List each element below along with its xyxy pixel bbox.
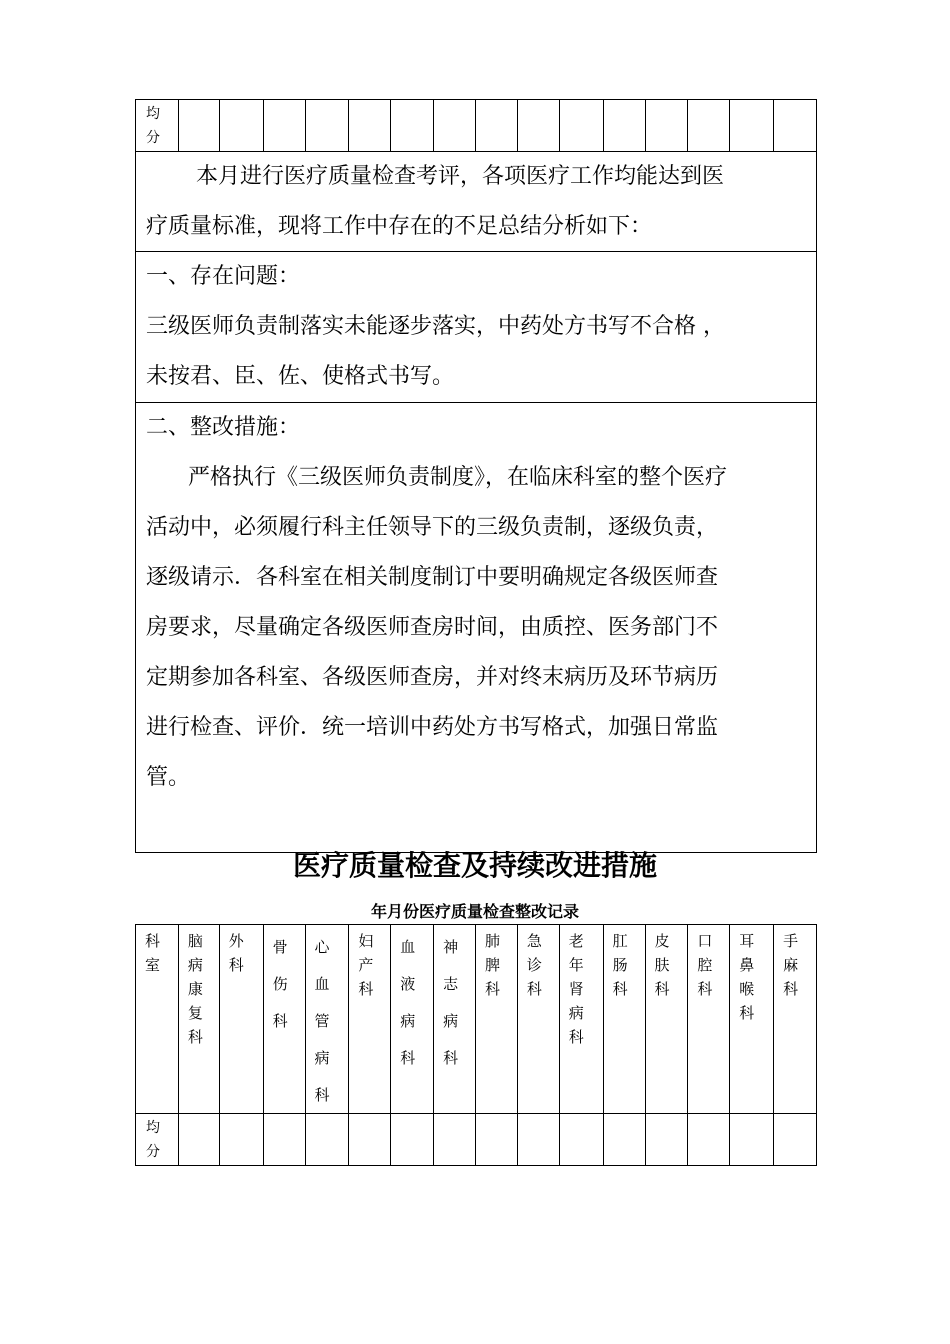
score-cell [434, 1114, 476, 1165]
department-header-cell [220, 925, 264, 1113]
department-header-cell [560, 925, 604, 1113]
department-header-cell [434, 925, 476, 1113]
department-label-cell [136, 925, 179, 1113]
department-name: 急诊科 [526, 932, 542, 998]
measures-line: 定期参加各科室、各级医师查房，并对终末病历及环节病历 [146, 665, 719, 690]
department-header-cell [349, 925, 391, 1113]
score-cell [179, 100, 220, 151]
department-header-cell [774, 925, 816, 1113]
department-header-cell [476, 925, 518, 1113]
department-header-cell [604, 925, 646, 1113]
score-cell [391, 100, 434, 151]
department-name: 肛肠科 [612, 932, 628, 998]
page-title: 医疗质量检查及持续改进措施 [292, 849, 657, 882]
department-name: 外科 [228, 932, 244, 974]
department-name: 骨伤科 [272, 938, 288, 1030]
measures-line: 进行检查、评价．统一培训中药处方书写格式，加强日常监 [146, 715, 719, 740]
department-header-cell [306, 925, 350, 1113]
department-header-cell [730, 925, 774, 1113]
department-name: 肺脾科 [485, 932, 501, 998]
problems-line: 未按君、臣、佐、使格式书写。 [146, 364, 455, 389]
department-header-cell [518, 925, 560, 1113]
department-name: 耳鼻喉科 [739, 932, 755, 1022]
measures-line: 活动中，必须履行科主任领导下的三级负责制，逐级负责， [146, 515, 719, 540]
problems-section [136, 252, 816, 403]
score-cell [476, 100, 518, 151]
score-cell [220, 1114, 264, 1165]
score-cell [604, 100, 646, 151]
score-cell [349, 1114, 391, 1165]
score-cell [518, 100, 560, 151]
avg-label-char: 均 [146, 106, 160, 122]
avg-label-char: 分 [146, 1144, 160, 1160]
department-name: 口腔科 [697, 932, 713, 998]
department-header-cell [646, 925, 689, 1113]
department-name: 老年肾病科 [568, 932, 584, 1046]
measures-line: 逐级请示．各科室在相关制度制订中要明确规定各级医师查 [146, 565, 719, 590]
intro-line: 疗质量标准，现将工作中存在的不足总结分析如下： [146, 214, 653, 239]
department-name: 血液病科 [400, 938, 416, 1067]
score-cell [220, 100, 264, 151]
table-subtitle: 年月份医疗质量检查整改记录 [370, 902, 579, 921]
score-cell [604, 1114, 646, 1165]
measures-line: 管。 [146, 765, 191, 790]
department-header-row [136, 925, 816, 1114]
avg-label-cell [136, 1114, 179, 1165]
score-cell [688, 1114, 730, 1165]
intro-section [136, 152, 816, 252]
problems-heading: 一、存在问题： [146, 264, 301, 289]
department-header-cell [179, 925, 220, 1113]
score-cell [774, 100, 816, 151]
measures-section [136, 403, 816, 852]
score-cell [264, 1114, 306, 1165]
score-cell [349, 100, 391, 151]
department-header-cell [264, 925, 306, 1113]
score-cell [560, 1114, 604, 1165]
measures-line: 房要求，尽量确定各级医师查房时间，由质控、医务部门不 [146, 615, 719, 640]
avg-label-cell [136, 100, 179, 151]
department-name: 皮肤科 [654, 932, 670, 998]
top-evaluation-table [135, 99, 817, 853]
measures-line: 严格执行《三级医师负责制度》，在临床科室的整个医疗 [188, 465, 728, 490]
score-cell [264, 100, 306, 151]
department-name: 神志病科 [443, 938, 459, 1067]
department-name: 脑病康复科 [187, 932, 203, 1046]
score-cell [434, 100, 476, 151]
department-label-char: 室 [145, 956, 161, 974]
score-cell [774, 1114, 816, 1165]
avg-label-char: 分 [146, 130, 160, 146]
problems-line: 三级医师负责制落实未能逐步落实，中药处方书写不合格 ， [146, 314, 725, 339]
intro-line: 本月进行医疗质量检查考评，各项医疗工作均能达到医 [196, 164, 725, 189]
score-cell [476, 1114, 518, 1165]
avg-label-char: 均 [146, 1120, 160, 1136]
department-name: 心血管病科 [314, 938, 330, 1104]
department-score-table [135, 924, 817, 1166]
department-label-char: 科 [145, 932, 161, 950]
score-cell [179, 1114, 220, 1165]
department-header-cell [688, 925, 730, 1113]
score-cell [730, 1114, 774, 1165]
measures-heading: 二、整改措施： [146, 415, 301, 440]
score-cell [730, 100, 774, 151]
score-cell [646, 100, 689, 151]
department-name: 妇产科 [358, 932, 374, 998]
score-cell [518, 1114, 560, 1165]
score-cell [560, 100, 604, 151]
score-cell [306, 100, 350, 151]
department-header-cell [391, 925, 434, 1113]
score-cell [306, 1114, 350, 1165]
average-score-row [136, 1114, 816, 1165]
department-name: 手麻科 [783, 932, 799, 998]
score-cell [391, 1114, 434, 1165]
average-score-row [136, 100, 816, 152]
score-cell [646, 1114, 689, 1165]
score-cell [688, 100, 730, 151]
